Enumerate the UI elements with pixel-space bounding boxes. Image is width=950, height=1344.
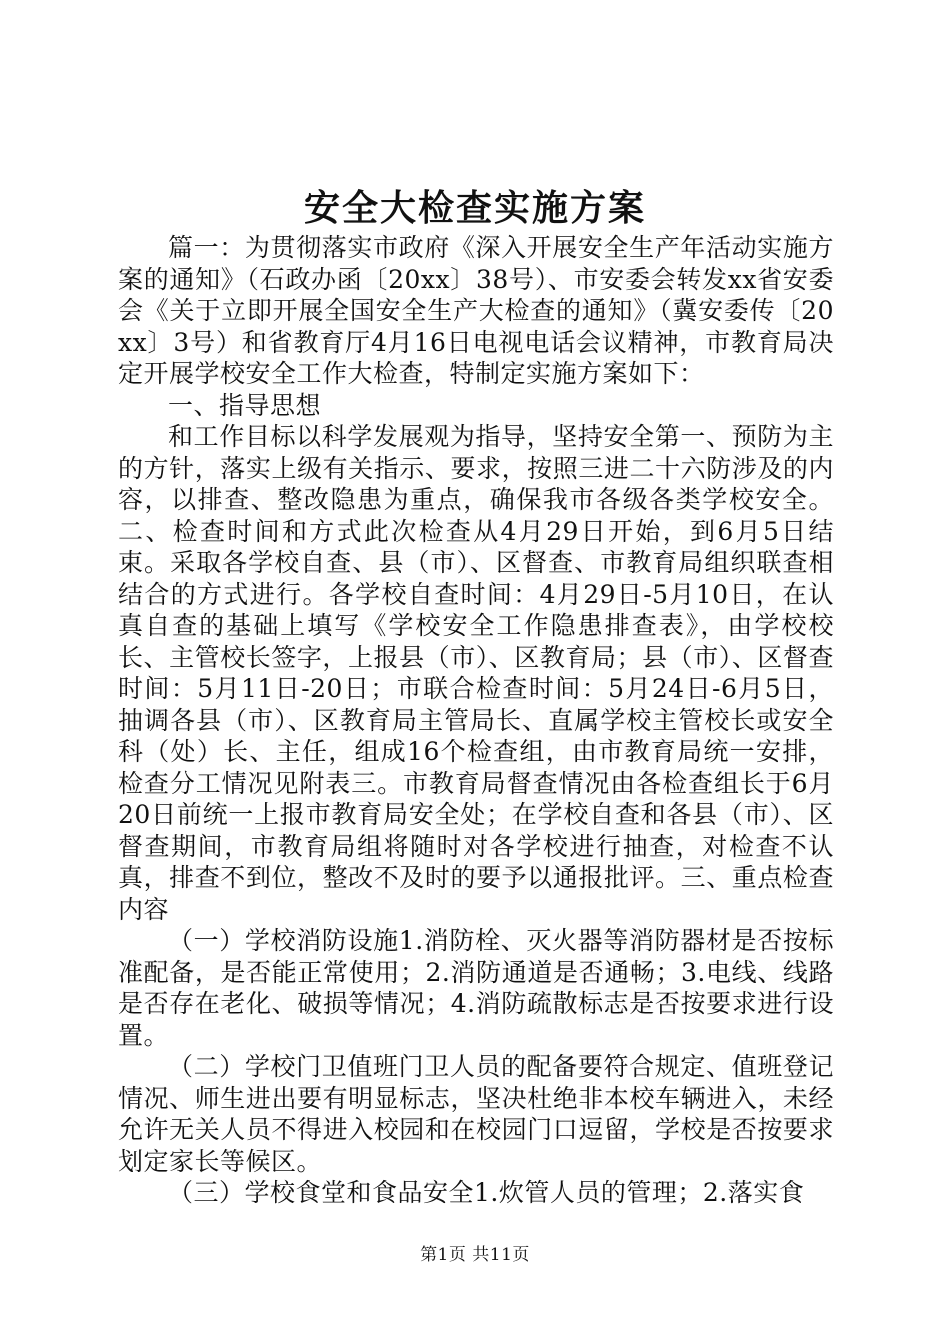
paragraph-gate-duty: （二）学校门卫值班门卫人员的配备要符合规定、值班登记情况、师生进出要有明显标志，坚决杜绝非本校车辆进入，未经允许无关人员不得进入校园和在校园门口逗留，学校是否按要求划定家长等候区。 — [118, 1052, 834, 1176]
page-number-footer: 第1页 共11页 — [420, 1245, 530, 1265]
paragraph-intro: 篇一：为贯彻落实市政府《深入开展安全生产年活动实施方案的通知》（石政办函〔20xx〕38号）、市安委会转发xx省安委会《关于立即开展全国安全生产大检查的通知》（冀安委传〔20xx〕3号）和省教育厅4月16日电视电话会议精神，市教育局决定开展学校安全工作大检查，特制定实施方案如下： — [118, 233, 834, 388]
document-body — [118, 232, 834, 1209]
paragraph-objectives-and-schedule: 和工作目标以科学发展观为指导，坚持安全第一、预防为主的方针，落实上级有关指示、要求，按照三进二十六防涉及的内容，以排查、整改隐患为重点，确保我市各级各类学校安全。二、检查时间和方式此次检查从4月29日开始，到6月5日结束。采取各学校自查、县（市）、区督查、市教育局组织联查相结合的方式进行。各学校自查时间：4月29日-5月10日，在认真自查的基础上填写《学校安全工作隐患排查表》，由学校校长、主管校长签字，上报县（市）、区教育局；县（市）、区督查时间：5月11日-20日；市联合检查时间：5月24日-6月5日，抽调各县（市）、区教育局主管局长、直属学校主管校长或安全科（处）长、主任，组成16个检查组，由市教育局统一安排，检查分工情况见附表三。市教育局督查情况由各检查组长于6月20日前统一上报市教育局安全处；在学校自查和各县（市）、区督查期间，市教育局组将随时对各学校进行抽查，对检查不认真，排查不到位，整改不及时的要予以通报批评。三、重点检查内容 — [118, 422, 834, 924]
paragraph-fire-facilities: （一）学校消防设施1.消防栓、灭火器等消防器材是否按标准配备，是否能正常使用；2.消防通道是否通畅；3.电线、线路是否存在老化、破损等情况；4.消防疏散标志是否按要求进行设置。 — [118, 926, 834, 1050]
paragraph-heading-guiding-thought: 一、指导思想 — [168, 390, 322, 420]
document-title: 安全大检查实施方案 — [303, 187, 646, 229]
paragraph-canteen-food-safety: （三）学校食堂和食品安全1.炊管人员的管理；2.落实食 — [168, 1178, 805, 1207]
